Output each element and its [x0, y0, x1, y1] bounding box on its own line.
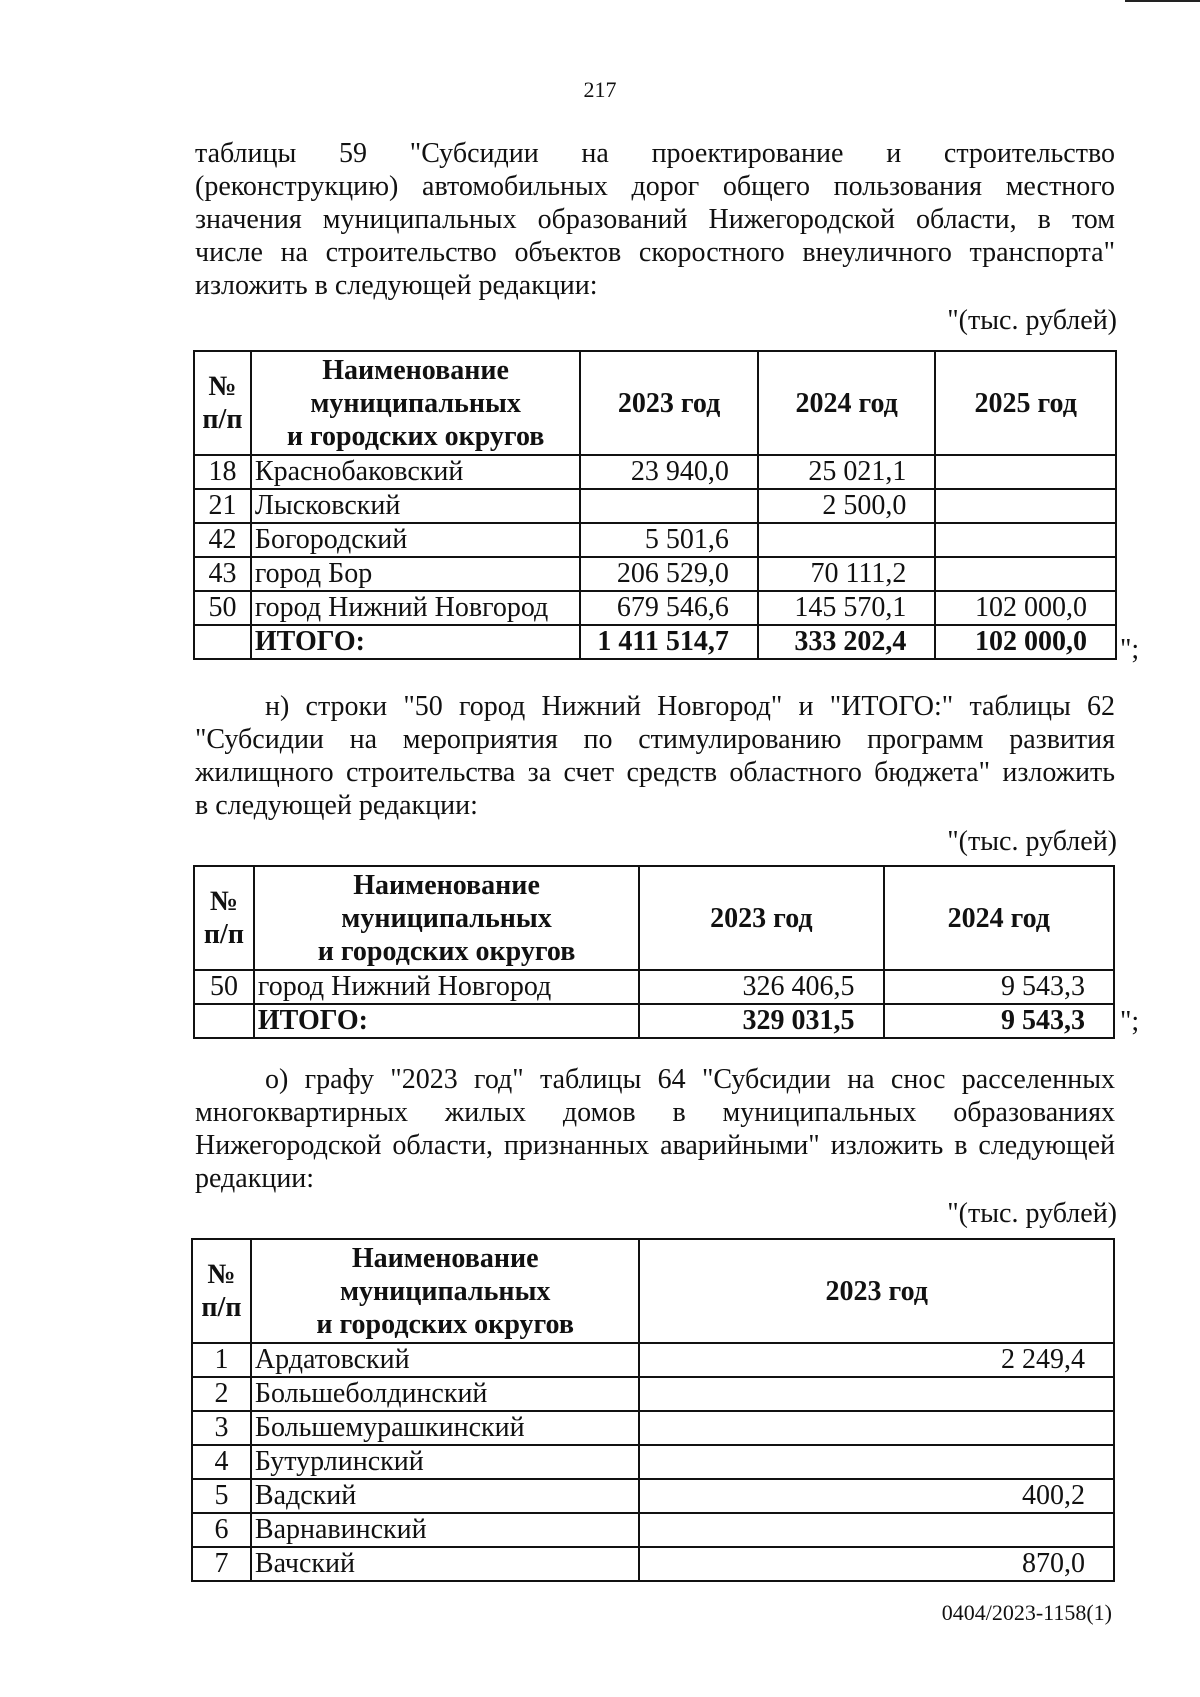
- row-name: Вадский: [251, 1479, 640, 1513]
- table-row: [192, 1377, 1114, 1411]
- row-name: Большемурашкинский: [251, 1411, 640, 1445]
- value-2023: 2 249,4: [639, 1343, 1114, 1377]
- table-header-row: [194, 351, 1116, 455]
- row-number: 1: [192, 1343, 251, 1377]
- section2-line: "Субсидии на мероприятия по стимулированию программ развития: [195, 724, 1115, 755]
- section1-paragraph: [195, 137, 1115, 302]
- table-header-row: [194, 866, 1114, 970]
- table-row: [192, 1445, 1114, 1479]
- total-empty-cell: [194, 625, 251, 659]
- section1-line: изложить в следующей редакции:: [195, 270, 598, 301]
- table-59-end-mark: ";: [1120, 634, 1140, 665]
- header-number: № п/п: [192, 1239, 251, 1343]
- row-name: город Нижний Новгород: [254, 970, 639, 1004]
- table-row: [192, 1547, 1114, 1581]
- row-number: 2: [192, 1377, 251, 1411]
- value-2025: [935, 489, 1116, 523]
- table-row: [194, 489, 1116, 523]
- value-2023: [639, 1513, 1114, 1547]
- row-name: Ардатовский: [251, 1343, 640, 1377]
- section2-line: в следующей редакции:: [195, 790, 478, 821]
- table-row: [192, 1513, 1114, 1547]
- header-name: Наименование муниципальных и городских округов: [251, 351, 580, 455]
- value-2023: 206 529,0: [580, 557, 758, 591]
- document-code: 0404/2023-1158(1): [941, 1600, 1112, 1625]
- row-number: 43: [194, 557, 251, 591]
- section1-unit: "(тыс. рублей): [947, 305, 1117, 336]
- value-2025: 102 000,0: [935, 591, 1116, 625]
- row-name: Бутурлинский: [251, 1445, 640, 1479]
- row-number: 4: [192, 1445, 251, 1479]
- total-row: [194, 1004, 1114, 1038]
- value-2023: 23 940,0: [580, 455, 758, 489]
- row-number: 21: [194, 489, 251, 523]
- section3-paragraph: [195, 1063, 1115, 1195]
- section2-line: жилищного строительства за счет средств областного бюджета" изложить: [195, 757, 1115, 788]
- row-number: 6: [192, 1513, 251, 1547]
- row-number: 5: [192, 1479, 251, 1513]
- table-row: [194, 970, 1114, 1004]
- row-name: Лысковский: [251, 489, 580, 523]
- section3-unit: "(тыс. рублей): [947, 1198, 1117, 1229]
- total-2024: 9 543,3: [884, 1004, 1114, 1038]
- header-2023: 2023 год: [639, 866, 883, 970]
- row-number: 7: [192, 1547, 251, 1581]
- total-2024: 333 202,4: [758, 625, 936, 659]
- row-name: Варнавинский: [251, 1513, 640, 1547]
- value-2023: 870,0: [639, 1547, 1114, 1581]
- section2-line: н) строки "50 город Нижний Новгород" и "ИТОГО:" таблицы 62: [265, 691, 1115, 722]
- table-62-end-mark: ";: [1120, 1006, 1140, 1037]
- section2-unit: "(тыс. рублей): [947, 826, 1117, 857]
- total-label: ИТОГО:: [251, 625, 580, 659]
- value-2024: [758, 523, 936, 557]
- header-2024: 2024 год: [884, 866, 1114, 970]
- value-2024: 9 543,3: [884, 970, 1114, 1004]
- top-edge-line: [1125, 0, 1200, 2]
- header-name: Наименование муниципальных и городских округов: [251, 1239, 640, 1343]
- value-2023: 5 501,6: [580, 523, 758, 557]
- row-name: Богородский: [251, 523, 580, 557]
- value-2025: [935, 557, 1116, 591]
- table-row: [194, 523, 1116, 557]
- row-name: Большеболдинский: [251, 1377, 640, 1411]
- row-name: Вачский: [251, 1547, 640, 1581]
- value-2025: [935, 455, 1116, 489]
- header-2024: 2024 год: [758, 351, 936, 455]
- table-header-row: [192, 1239, 1114, 1343]
- table-row: [192, 1479, 1114, 1513]
- value-2023: [639, 1445, 1114, 1479]
- value-2024: 2 500,0: [758, 489, 936, 523]
- table-row: [194, 591, 1116, 625]
- value-2024: 70 111,2: [758, 557, 936, 591]
- section3-line: многоквартирных жилых домов в муниципальных образованиях: [195, 1097, 1115, 1128]
- header-2023: 2023 год: [639, 1239, 1114, 1343]
- page-number: 217: [583, 77, 617, 102]
- total-row: [194, 625, 1116, 659]
- section3-line: о) графу "2023 год" таблицы 64 "Субсидии на снос расселенных: [265, 1064, 1115, 1095]
- value-2023: 679 546,6: [580, 591, 758, 625]
- value-2023: [639, 1411, 1114, 1445]
- section3-line: Нижегородской области, признанных аварийными" изложить в следующей: [195, 1130, 1115, 1161]
- row-name: Краснобаковский: [251, 455, 580, 489]
- section3-line: редакции:: [195, 1163, 315, 1194]
- row-number: 18: [194, 455, 251, 489]
- total-2023: 329 031,5: [639, 1004, 883, 1038]
- table-row: [192, 1343, 1114, 1377]
- total-empty-cell: [194, 1004, 254, 1038]
- total-2025: 102 000,0: [935, 625, 1116, 659]
- row-name: город Нижний Новгород: [251, 591, 580, 625]
- value-2024: 145 570,1: [758, 591, 936, 625]
- row-number: 42: [194, 523, 251, 557]
- total-2023: 1 411 514,7: [580, 625, 758, 659]
- total-label: ИТОГО:: [254, 1004, 639, 1038]
- header-number: № п/п: [194, 351, 251, 455]
- table-59: [193, 350, 1117, 660]
- section1-line: значения муниципальных образований Нижегородской области, в том: [195, 204, 1115, 235]
- value-2023: [580, 489, 758, 523]
- header-2025: 2025 год: [935, 351, 1116, 455]
- row-number: 3: [192, 1411, 251, 1445]
- table-64: [191, 1238, 1115, 1582]
- section1-line: (реконструкцию) автомобильных дорог общего пользования местного: [195, 171, 1115, 202]
- section2-paragraph: [195, 690, 1115, 822]
- header-2023: 2023 год: [580, 351, 758, 455]
- value-2024: 25 021,1: [758, 455, 936, 489]
- table-62: [193, 865, 1115, 1039]
- row-number: 50: [194, 970, 254, 1004]
- value-2025: [935, 523, 1116, 557]
- header-number: № п/п: [194, 866, 254, 970]
- table-row: [192, 1411, 1114, 1445]
- value-2023: [639, 1377, 1114, 1411]
- section1-line: числе на строительство объектов скоростного внеуличного транспорта": [195, 237, 1115, 268]
- table-row: [194, 455, 1116, 489]
- value-2023: 400,2: [639, 1479, 1114, 1513]
- section1-line: таблицы 59 "Субсидии на проектирование и строительство: [195, 138, 1115, 169]
- value-2023: 326 406,5: [639, 970, 883, 1004]
- row-name: город Бор: [251, 557, 580, 591]
- header-name: Наименование муниципальных и городских округов: [254, 866, 639, 970]
- row-number: 50: [194, 591, 251, 625]
- table-row: [194, 557, 1116, 591]
